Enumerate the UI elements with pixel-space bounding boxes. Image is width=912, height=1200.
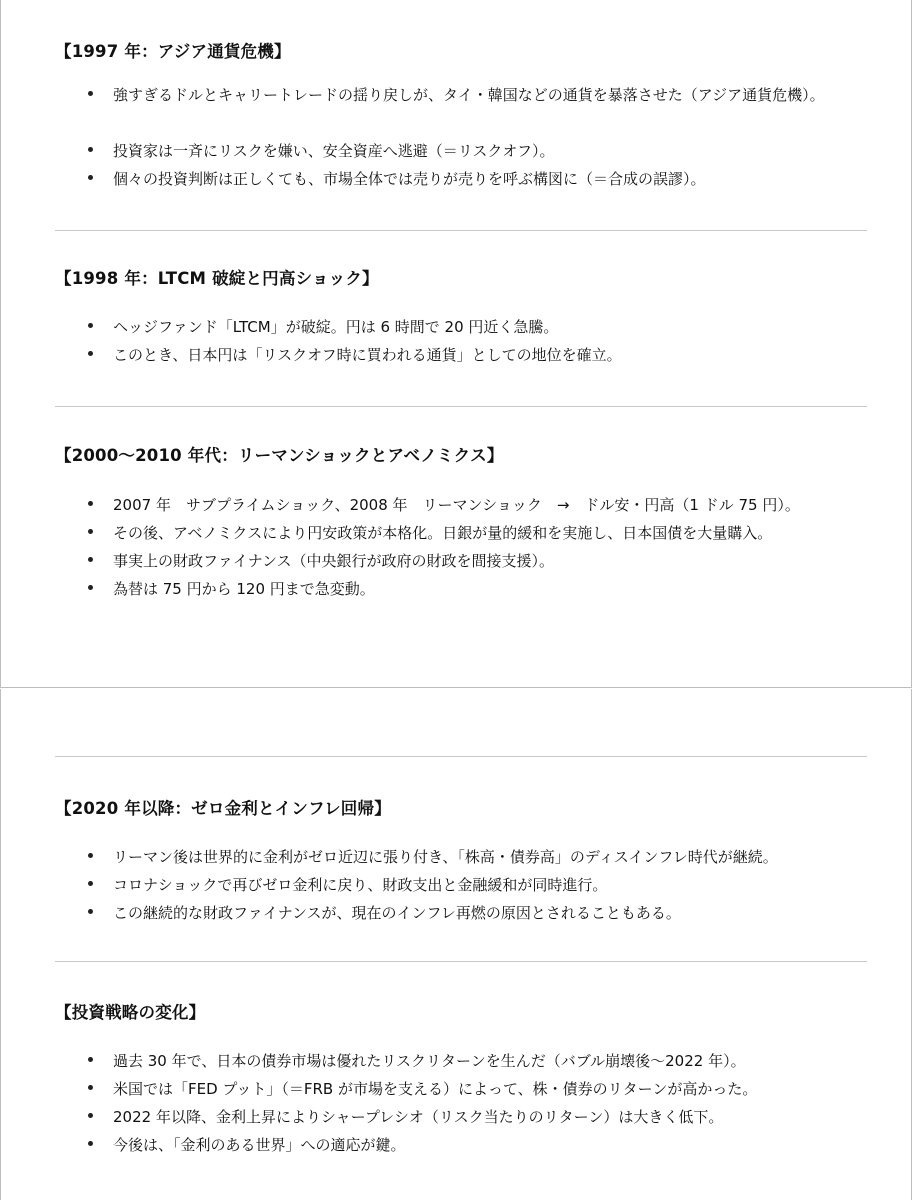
bullet-icon — [88, 501, 93, 506]
list-item-text: 2007 年 サブプライムショック、2008 年 リーマンショック → ドル安・円高（1 ドル 75 円）。 — [113, 496, 800, 514]
list-item-text: 事実上の財政ファイナンス（中央銀行が政府の財政を間接支援）。 — [113, 552, 555, 570]
list-item-text: 過去 30 年で、日本の債券市場は優れたリスクリターンを生んだ（バブル崩壊後～2022 年）。 — [113, 1052, 746, 1070]
list-item-text: 米国では「FED プット」（＝FRB が市場を支える）によって、株・債券のリターンが高かった。 — [113, 1080, 758, 1098]
list-item-text: このとき、日本円は「リスクオフ時に買われる通貨」としての地位を確立。 — [113, 346, 622, 364]
list-item-text: その後、アベノミクスにより円安政策が本格化。日銀が量的緩和を実施し、日本国債を大量購入。 — [113, 524, 773, 542]
list-item-text: 強すぎるドルとキャリートレードの揺り戻しが、タイ・韓国などの通貨を暴落させた（アジア通貨危機）。 — [113, 86, 825, 104]
bullet-icon — [88, 529, 93, 534]
bullet-icon — [88, 909, 93, 914]
list-item-text: 投資家は一斉にリスクを嫌い、安全資産へ逃避（＝リスクオフ）。 — [113, 142, 555, 160]
bullet-icon — [88, 91, 93, 96]
section-heading: 【2020 年以降：ゼロ金利とインフレ回帰】 — [55, 799, 391, 818]
bullet-icon — [88, 1085, 93, 1090]
list-item-text: ヘッジファンド「LTCM」が破綻。円は 6 時間で 20 円近く急騰。 — [113, 318, 559, 336]
bullet-icon — [88, 147, 93, 152]
bullet-icon — [88, 351, 93, 356]
bullet-icon — [88, 323, 93, 328]
divider — [55, 756, 867, 757]
bullet-icon — [88, 1057, 93, 1062]
bullet-icon — [88, 1141, 93, 1146]
divider — [55, 230, 867, 231]
divider — [55, 961, 867, 962]
section-heading: 【投資戦略の変化】 — [55, 1003, 206, 1022]
bullet-icon — [88, 881, 93, 886]
list-item-text: 今後は、「金利のある世界」への適応が鍵。 — [113, 1136, 406, 1154]
bullet-icon — [88, 175, 93, 180]
section-heading: 【1997 年：アジア通貨危機】 — [55, 42, 291, 61]
section-heading: 【2000～2010 年代：リーマンショックとアベノミクス】 — [55, 446, 504, 465]
divider — [55, 406, 867, 407]
section-heading: 【1998 年：LTCM 破綻と円高ショック】 — [55, 269, 379, 288]
list-item-text: コロナショックで再びゼロ金利に戻り、財政支出と金融緩和が同時進行。 — [113, 876, 608, 894]
list-item-text: この継続的な財政ファイナンスが、現在のインフレ再燃の原因とされることもある。 — [113, 904, 681, 922]
bullet-icon — [88, 557, 93, 562]
list-item-text: 為替は 75 円から 120 円まで急変動。 — [113, 580, 375, 598]
list-item-text: リーマン後は世界的に金利がゼロ近辺に張り付き、「株高・債券高」のディスインフレ時代が継続。 — [113, 848, 778, 866]
list-item-text: 個々の投資判断は正しくても、市場全体では売りが売りを呼ぶ構図に（＝合成の誤謬）。 — [113, 170, 706, 188]
list-item-text: 2022 年以降、金利上昇によりシャープレシオ（リスク当たりのリターン）は大きく低下。 — [113, 1108, 724, 1126]
document-page-2 — [0, 689, 912, 1200]
bullet-icon — [88, 585, 93, 590]
bullet-icon — [88, 1113, 93, 1118]
bullet-icon — [88, 853, 93, 858]
